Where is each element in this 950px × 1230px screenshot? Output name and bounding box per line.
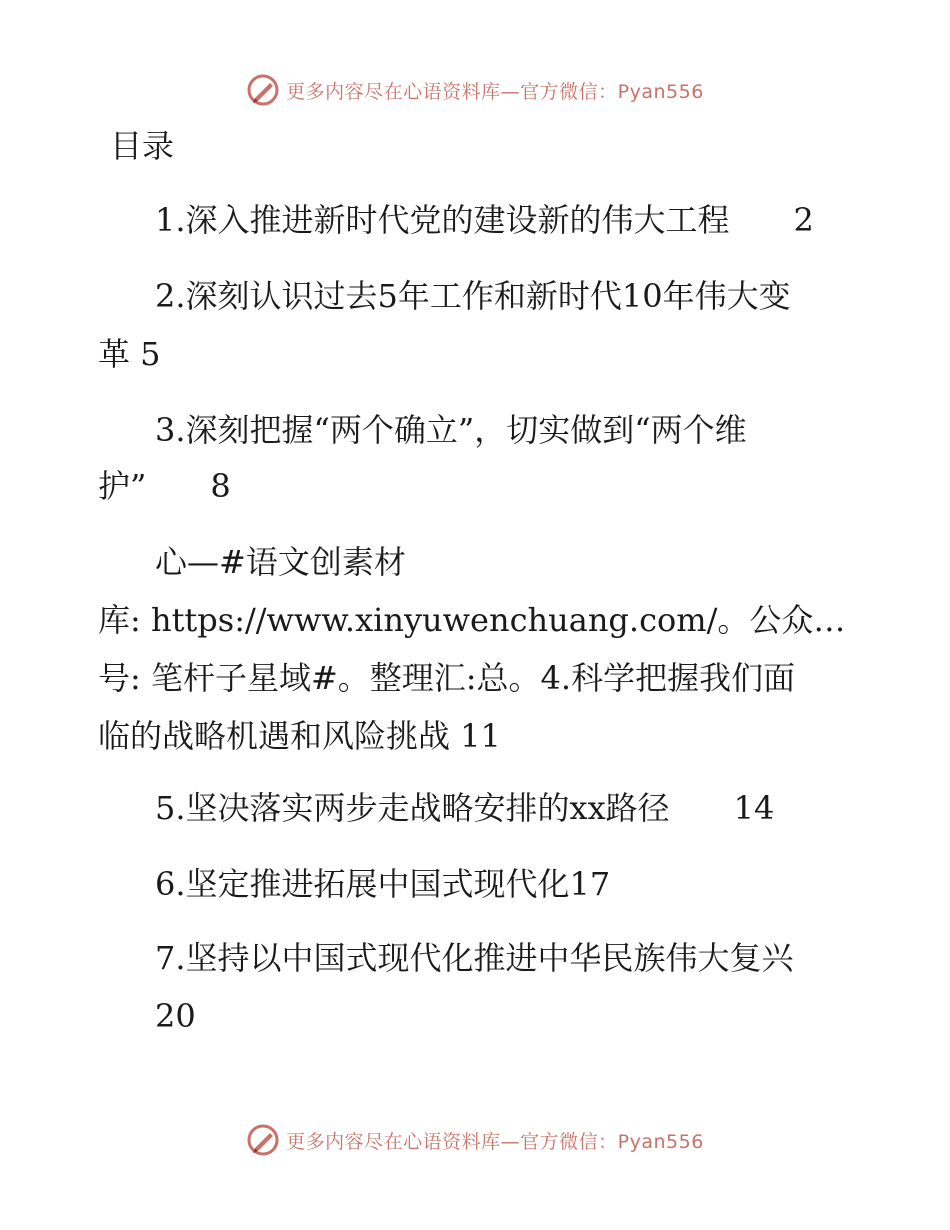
toc-entry-3: 3.深刻把握“两个确立”，切实做到“两个维 xyxy=(155,411,747,449)
toc-entry-5: 5.坚决落实两步走战略安排的xx路径 14 xyxy=(155,789,775,827)
toc-entry-7-cont: 20 xyxy=(155,997,196,1035)
toc-entry-7: 7.坚持以中国式现代化推进中华民族伟大复兴 xyxy=(155,939,794,977)
toc-entry-3-cont: 护” 8 xyxy=(98,467,231,505)
toc-entry-1: 1.深入推进新时代党的建设新的伟大工程 2 xyxy=(155,201,814,239)
toc-entry-4-cont: 临的战略机遇和风险挑战 11 xyxy=(98,717,501,755)
watermark-text: 更多内容尽在心语资料库—官方微信：Pyan556 xyxy=(286,80,704,103)
toc-title: 目录 xyxy=(110,127,175,165)
watermark-text: 更多内容尽在心语资料库—官方微信：Pyan556 xyxy=(286,1130,704,1153)
inserted-note-line-3: 号: 笔杆子星域#。整理汇:总。4.科学把握我们面 xyxy=(98,659,796,697)
toc-entry-2: 2.深刻认识过去5年工作和新时代10年伟大变 xyxy=(155,277,791,315)
inserted-note-line-1: 心—#语文创素材 xyxy=(155,543,406,581)
pen-logo-icon xyxy=(246,1123,280,1157)
footer-watermark xyxy=(0,1120,950,1160)
toc-entry-6: 6.坚定推进拓展中国式现代化17 xyxy=(155,865,611,903)
inserted-note-line-2: 库: https://www.xinyuwenchuang.com/。公众… xyxy=(98,601,846,639)
toc-entry-2-cont: 革 5 xyxy=(98,335,161,373)
